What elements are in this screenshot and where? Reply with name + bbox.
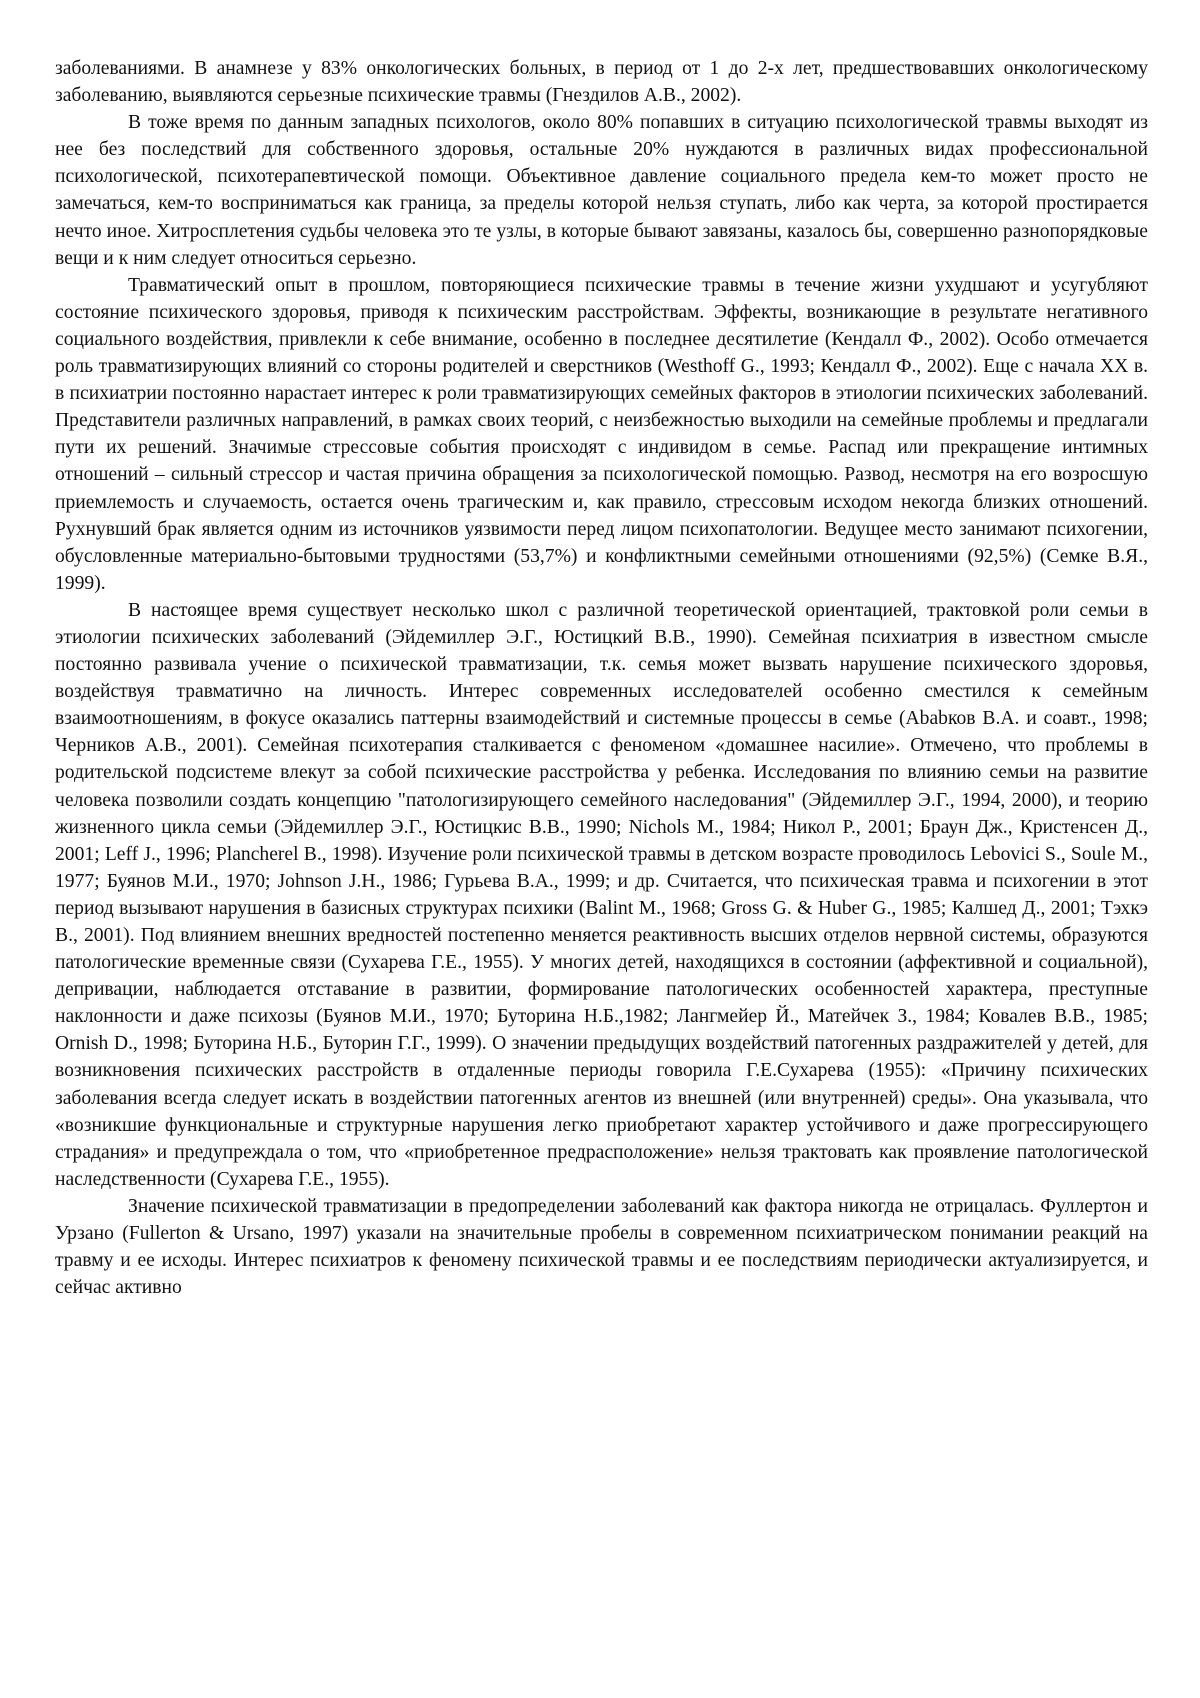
- paragraph-4: В настоящее время существует несколько школ с различной теоретической ориентацией, трактовкой роли семьи в этиологии психических заболеваний (Эйдемиллер Э.Г., Юстицкий В.В., 1990). Семейная психиатрия в известном смысле постоянно развивала учение о психической травматизации, т.к. семья может вызвать нарушение психического здоровья, воздействуя травматично на личность. Интерес современных исследователей особенно сместился к семейным взаимоотношениям, в фокусе оказались паттерны взаимодействий и системные процессы в семье (Ababков В.А. и соавт., 1998; Черников А.В., 2001). Семейная психотерапия сталкивается с феноменом «домашнее насилие». Отмечено, что проблемы в родительской подсистеме влекут за собой психические расстройства у ребенка. Исследования по влиянию семьи на развитие человека позволили создать концепцию "патологизирующего семейного наследования" (Эйдемиллер Э.Г., 1994, 2000), и теорию жизненного цикла семьи (Эйдемиллер Э.Г., Юстицкис В.В., 1990; Nichols M., 1984; Никол Р., 2001; Браун Дж., Кристенсен Д., 2001; Leff J., 1996; Plancherel B., 1998). Изучение роли психической травмы в детском возрасте проводилось Lebovici S., Soule M., 1977; Буянов М.И., 1970; Johnson J.H., 1986; Гурьева В.А., 1999; и др. Считается, что психическая травма и психогении в этот период вызывают нарушения в базисных структурах психики (Balint M., 1968; Gross G. & Huber G., 1985; Калшед Д., 2001; Тэхкэ В., 2001). Под влиянием внешних вредностей постепенно меняется реактивность высших отделов нервной системы, образуются патологические временные связи (Сухарева Г.Е., 1955). У многих детей, находящихся в состоянии (аффективной и социальной), депривации, наблюдается отставание в развитии, формирование патологических особенностей характера, преступные наклонности и даже психозы (Буянов М.И., 1970; Буторина Н.Б.,1982; Лангмейер Й., Матейчек З., 1984; Ковалев В.В., 1985; Ornish D., 1998; Буторина Н.Б., Буторин Г.Г., 1999). О значении предыдущих воздействий патогенных раздражителей у детей, для возникновения психических расстройств в отдаленные периоды говорила Г.Е.Сухарева (1955): «Причину психических заболевания всегда следует искать в воздействии патогенных агентов из внешней (или внутренней) среды». Она указывала, что «возникшие функциональные и структурные нарушения легко приобретают характер устойчивого и даже прогрессирующего страдания» и предупреждала о том, что «приобретенное предрасположение» нельзя трактовать как проявление патологической наследственности (Сухарева Г.Е., 1955).: [55, 599, 1148, 1190]
- paragraph-5: Значение психической травматизации в предопределении заболеваний как фактора никогда не отрицалась. Фуллертон и Урзано (Fullerton & Ursano, 1997) указали на значительные пробелы в современном психиатрическом понимании реакций на травму и ее исходы. Интерес психиатров к феномену психической травмы и ее последствиям периодически актуализируется, и сейчас активно: [55, 1195, 1148, 1299]
- paragraph-1: заболеваниями. В анамнезе у 83% онкологических больных, в период от 1 до 2-х лет, предшествовавших онкологическому заболеванию, выявляются серьезные психические травмы (Гнездилов А.В., 2002).: [55, 58, 1148, 107]
- paragraph-2: В тоже время по данным западных психологов, около 80% попавших в ситуацию психологической травмы выходят из нее без последствий для собственного здоровья, остальные 20% нуждаются в различных видах профессиональной психологической, психотерапевтической помощи. Объективное давление социального предела кем-то может просто не замечаться, кем-то восприниматься как граница, за пределы которой нельзя ступать, либо как черта, за которой простирается нечто иное. Хитросплетения судьбы человека это те узлы, в которые бывают завязаны, казалось бы, совершенно разнопорядковые вещи и к ним следует относиться серьезно.: [55, 112, 1148, 269]
- paragraph-3: Травматический опыт в прошлом, повторяющиеся психические травмы в течение жизни ухудшают и усугубляют состояние психического здоровья, приводя к психическим расстройствам. Эффекты, возникающие в результате негативного социального воздействия, привлекли к себе внимание, особенно в последнее десятилетие (Кендалл Ф., 2002). Особо отмечается роль травматизирующих влияний со стороны родителей и сверстников (Westhoff G., 1993; Кендалл Ф., 2002). Еще с начала XX в. в психиатрии постоянно нарастает интерес к роли травматизирующих семейных факторов в этиологии психических заболеваний. Представители различных направлений, в рамках своих теорий, с неизбежностью выходили на семейные проблемы и предлагали пути их решений. Значимые стрессовые события происходят с индивидом в семье. Распад или прекращение интимных отношений – сильный стрессор и частая причина обращения за психологической помощью. Развод, несмотря на его возросшую приемлемость и случаемость, остается очень трагическим и, как правило, стрессовым исходом некогда близких отношений. Рухнувший брак является одним из источников уязвимости перед лицом психопатологии. Ведущее место занимают психогении, обусловленные материально-бытовыми трудностями (53,7%) и конфликтными семейными отношениями (92,5%) (Семке В.Я., 1999).: [55, 274, 1148, 594]
